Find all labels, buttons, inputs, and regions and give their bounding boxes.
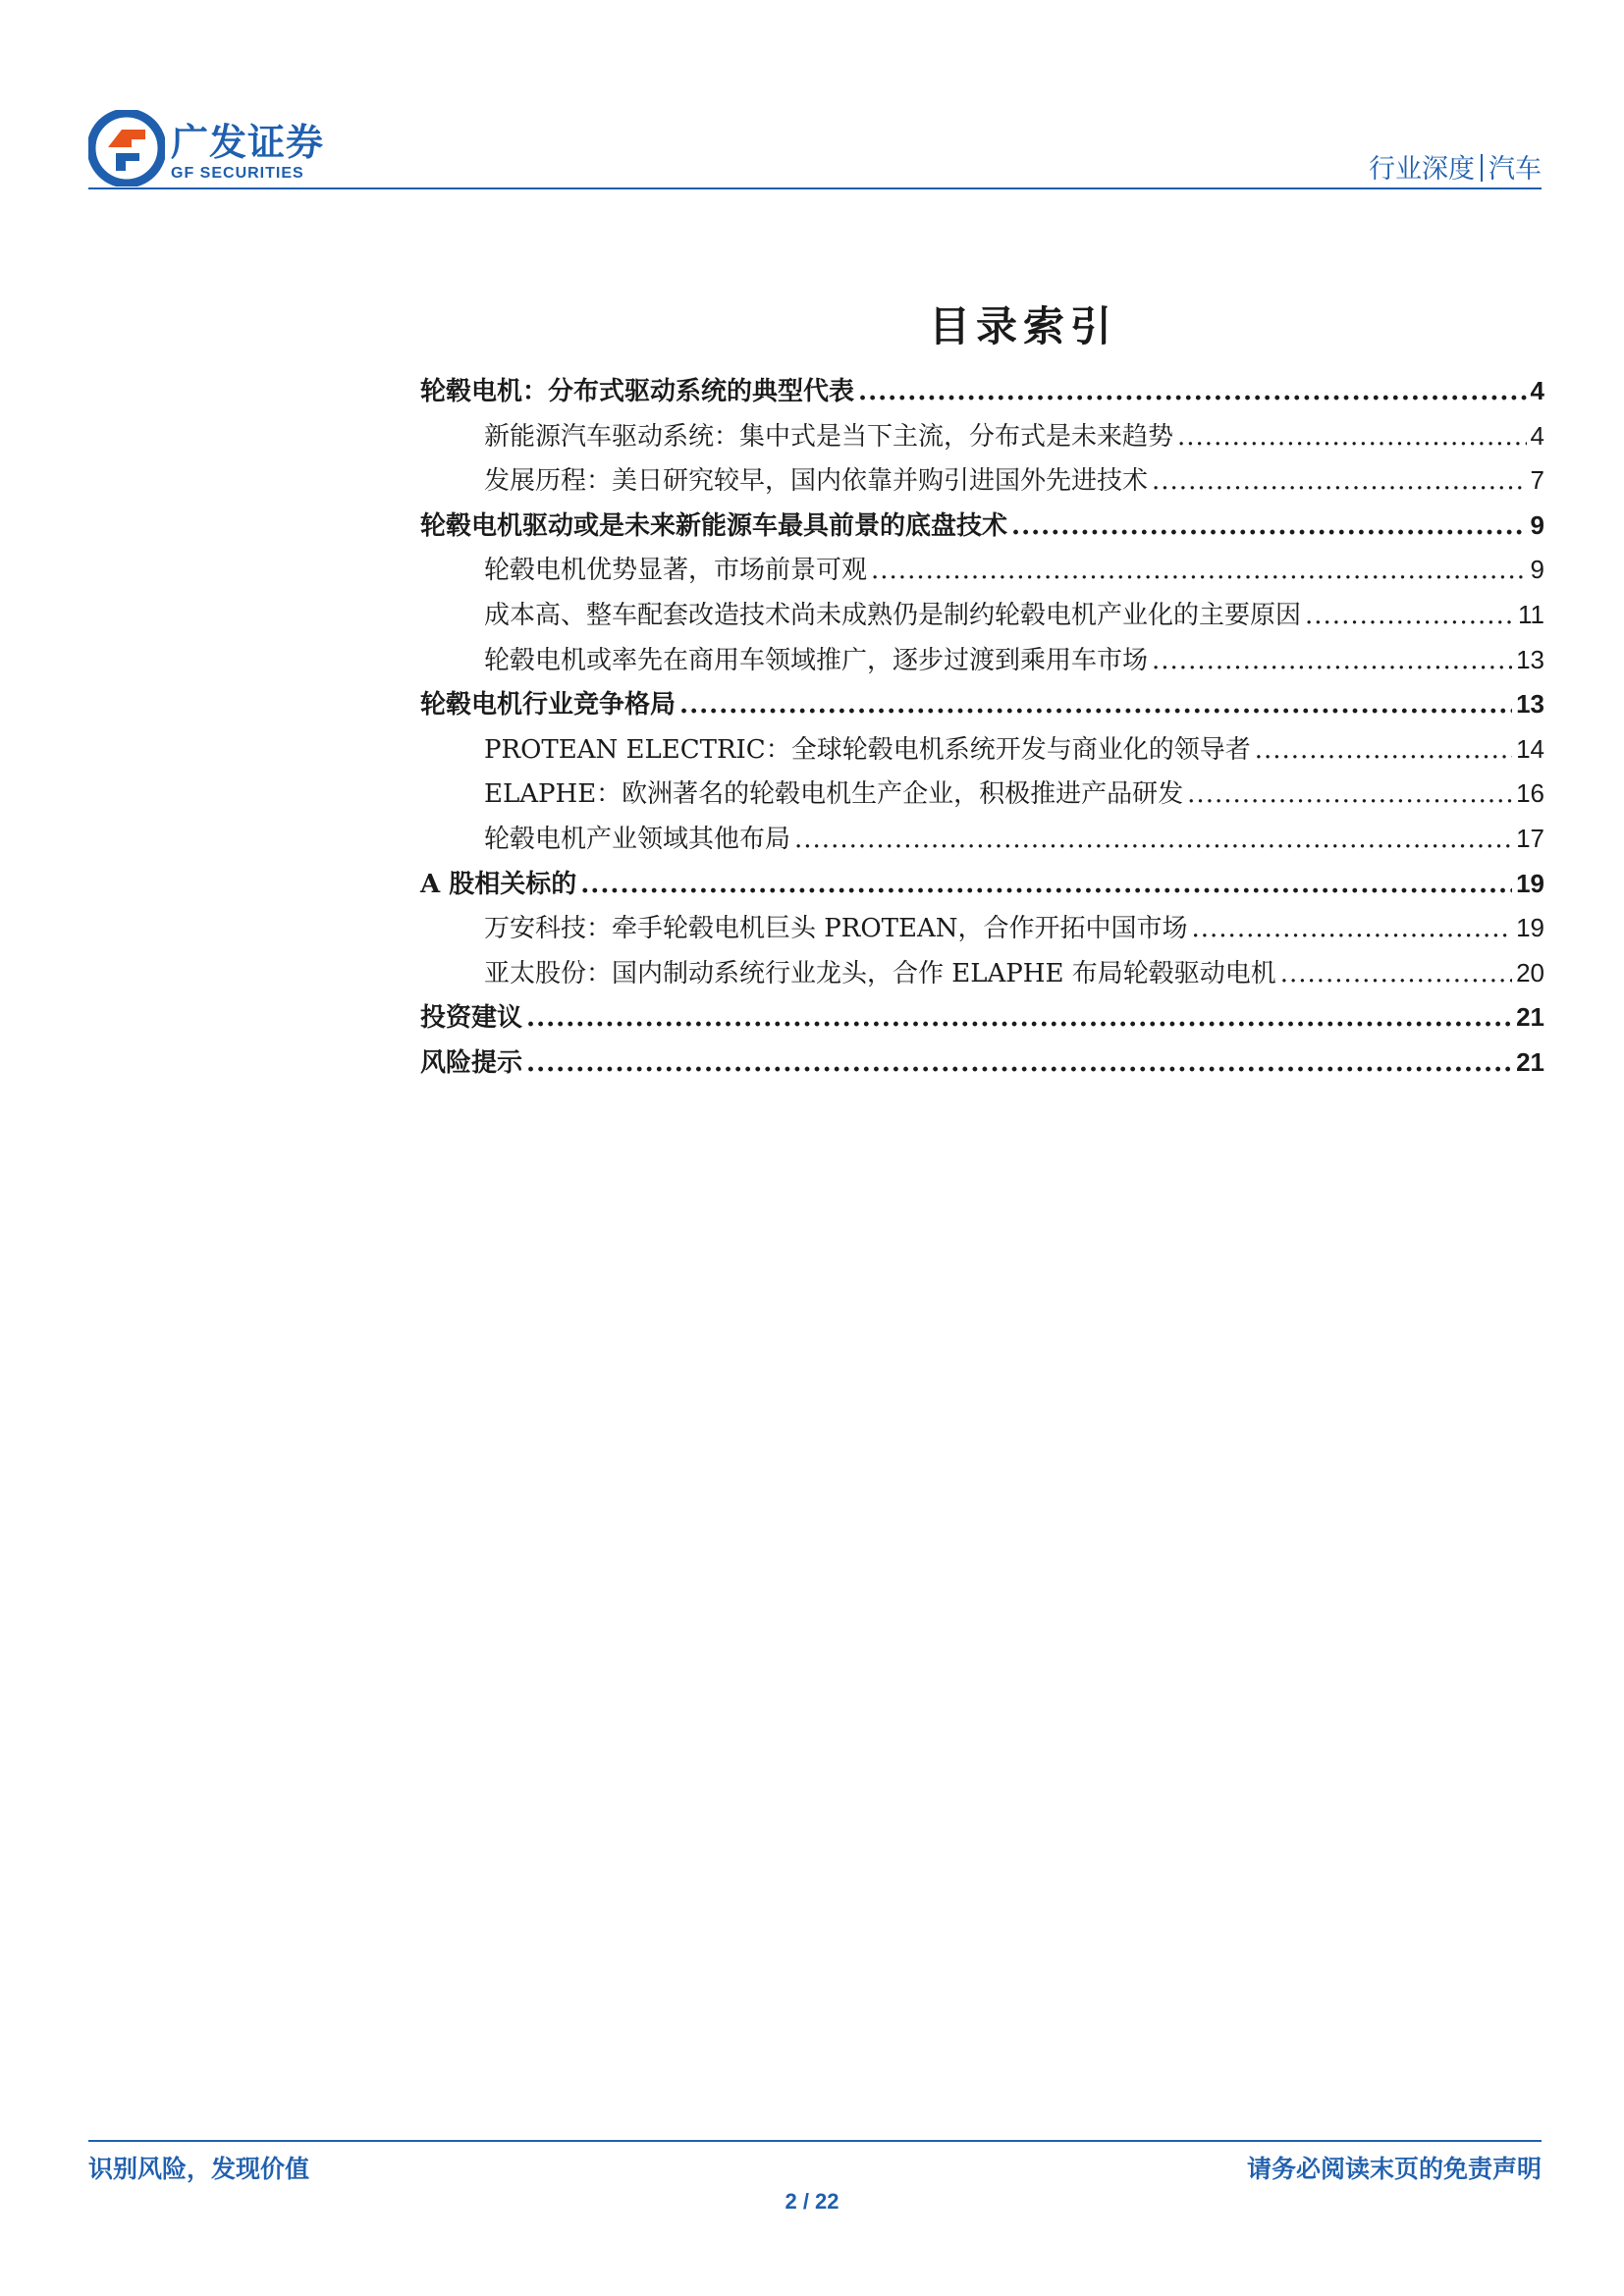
toc-entry-subsection[interactable] — [420, 550, 1544, 595]
toc-dot-leader — [526, 1048, 1512, 1078]
toc-entry-subsection[interactable] — [420, 774, 1544, 819]
table-of-contents — [420, 371, 1544, 1088]
toc-entry-label: PROTEAN ELECTRIC：全球轮毂电机系统开发与商业化的领导者 — [484, 734, 1251, 765]
toc-entry-subsection[interactable] — [420, 819, 1544, 864]
toc-entry-page: 19 — [1516, 868, 1544, 898]
toc-entry-page: 9 — [1530, 555, 1544, 585]
toc-entry-page: 20 — [1516, 957, 1544, 988]
toc-entry-label: A 股相关标的 — [420, 869, 577, 899]
toc-entry-page: 19 — [1516, 913, 1544, 943]
toc-entry-section[interactable] — [420, 997, 1544, 1042]
gf-logo-icon — [88, 110, 165, 187]
toc-dot-leader — [1280, 959, 1512, 988]
toc-entry-section[interactable] — [420, 1042, 1544, 1088]
toc-entry-label: 风险提示 — [420, 1047, 523, 1078]
toc-entry-page: 14 — [1516, 733, 1544, 764]
toc-entry-subsection[interactable] — [420, 416, 1544, 461]
toc-entry-label: 轮毂电机优势显著，市场前景可观 — [484, 556, 868, 586]
toc-entry-page: 11 — [1518, 599, 1544, 629]
toc-dot-leader — [1187, 779, 1512, 809]
toc-entry-label: 轮毂电机或率先在商用车领域推广，逐步过渡到乘用车市场 — [484, 645, 1149, 675]
toc-entry-page: 7 — [1530, 465, 1544, 496]
toc-entry-label: ELAPHE：欧洲著名的轮毂电机生产企业，积极推进产品研发 — [484, 779, 1184, 810]
toc-entry-label: 投资建议 — [420, 1003, 523, 1034]
toc-dot-leader — [1305, 601, 1514, 630]
footer-rule — [88, 2140, 1542, 2142]
toc-entry-section[interactable] — [420, 506, 1544, 551]
page-header — [88, 108, 1542, 194]
toc-title-text: 目录索引 — [928, 302, 1117, 350]
toc-entry-subsection[interactable] — [420, 908, 1544, 953]
header-rule — [88, 187, 1542, 189]
category-label: 行业深度 — [1369, 154, 1475, 185]
footer-disclaimer-note: 请务必阅读末页的免责声明 — [1246, 2155, 1542, 2183]
toc-dot-leader — [794, 825, 1512, 854]
toc-entry-label: 轮毂电机驱动或是未来新能源车最具前景的底盘技术 — [420, 510, 1008, 541]
brand-name-en: GF SECURITIES — [171, 165, 304, 182]
toc-entry-page: 4 — [1530, 376, 1544, 405]
toc-entry-subsection[interactable] — [420, 640, 1544, 685]
toc-entry-page: 9 — [1530, 509, 1544, 540]
toc-entry-section[interactable] — [420, 371, 1544, 416]
toc-entry-label: 成本高、整车配套改造技术尚未成熟仍是制约轮毂电机产业化的主要原因 — [484, 600, 1302, 630]
toc-entry-label: 万安科技：牵手轮毂电机巨头 PROTEAN，合作开拓中国市场 — [484, 914, 1188, 944]
toc-entry-label: 发展历程：美日研究较早，国内依靠并购引进国外先进技术 — [484, 466, 1149, 497]
toc-entry-subsection[interactable] — [420, 729, 1544, 774]
toc-entry-page: 4 — [1530, 420, 1544, 451]
toc-entry-page: 21 — [1516, 1002, 1544, 1033]
toc-entry-label: 轮毂电机行业竞争格局 — [420, 690, 677, 721]
page-number: 2 / 22 — [785, 2189, 839, 2214]
toc-entry-label: 轮毂电机产业领域其他布局 — [484, 824, 791, 854]
toc-dot-leader — [1177, 422, 1527, 452]
toc-entry-page: 13 — [1516, 644, 1544, 674]
toc-entry-label: 新能源汽车驱动系统：集中式是当下主流，分布式是未来趋势 — [484, 421, 1174, 452]
toc-title — [0, 294, 1624, 353]
toc-entry-page: 16 — [1516, 778, 1544, 809]
toc-entry-page: 21 — [1516, 1046, 1544, 1077]
toc-entry-page: 17 — [1516, 823, 1544, 853]
toc-dot-leader — [1011, 511, 1527, 541]
header-divider — [1481, 154, 1483, 182]
toc-entry-section[interactable] — [420, 864, 1544, 909]
toc-dot-leader — [1192, 914, 1513, 943]
toc-dot-leader — [1255, 735, 1512, 765]
gf-securities-logo — [88, 108, 353, 187]
toc-dot-leader — [871, 556, 1527, 585]
brand-name-cn: 广发证券 — [171, 121, 325, 164]
toc-entry-label: 轮毂电机：分布式驱动系统的典型代表 — [420, 377, 855, 406]
toc-entry-subsection[interactable] — [420, 460, 1544, 506]
toc-dot-leader — [1152, 646, 1512, 675]
toc-entry-subsection[interactable] — [420, 953, 1544, 998]
footer-slogan: 识别风险，发现价值 — [88, 2155, 310, 2183]
report-category — [1369, 147, 1542, 186]
industry-label: 汽车 — [1489, 154, 1542, 185]
toc-dot-leader — [580, 870, 1512, 899]
toc-dot-leader — [858, 377, 1527, 406]
toc-entry-section[interactable] — [420, 684, 1544, 729]
toc-dot-leader — [526, 1003, 1512, 1033]
toc-dot-leader — [679, 690, 1512, 720]
toc-entry-subsection[interactable] — [420, 595, 1544, 640]
toc-entry-page: 13 — [1516, 689, 1544, 720]
toc-dot-leader — [1152, 466, 1527, 496]
toc-entry-label: 亚太股份：国内制动系统行业龙头，合作 ELAPHE 布局轮毂驱动电机 — [484, 958, 1276, 988]
